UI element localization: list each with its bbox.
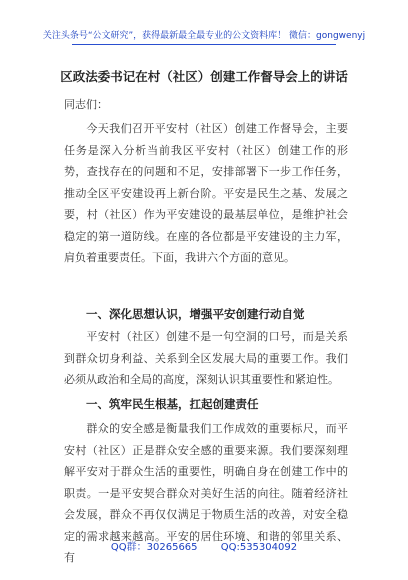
- paragraph-1: [64, 118, 348, 269]
- header-note: 关注头条号“公文研究”，获得最新最全最专业的公文资料库！ 微信：gongwenyj: [42, 31, 366, 41]
- paragraph-3-text: 群众的安全感是衡量我们工作成效的重要标尺，而平安村（社区）正是群众安全感的重要来源。我们要深刻理解平安对于群众生活的重要性，明确自身在创建工作中的职责。一是平安契合群众对美好生活的向往。随着经济社会发展，群众不再仅仅满足于物质生活的改善，对安全稳定的需求越来越高。平安的居住环境、和谐的邻里关系、有: [64, 422, 348, 564]
- footer-contact: [0, 538, 408, 553]
- document-title: 区政法委书记在村（社区）创建工作督导会上的讲话: [60, 69, 348, 84]
- salutation: 同志们：: [64, 98, 108, 111]
- paragraph-1-text: 今天我们召开平安村（社区）创建工作督导会，主要任务是深入分析当前我区平安村（社区）创建工作的形势，查找存在的问题和不足，安排部署下一步工作任务，推动全区平安建设再上新台阶。平安是民生之基、发展之要，村（社区）作为平安建设的最基层单位，是维护社会稳定的第一道防线。在座的各位都是平安建设的主力军，肩负着重要责任。下面，我讲六个方面的意见。: [64, 122, 348, 264]
- section-heading-1: 一、深化思想认识，增强平安创建行动自觉: [86, 307, 305, 321]
- footer-qq: QQ:535304092: [220, 542, 298, 553]
- section-heading-2: 一、筑牢民生根基，扛起创建责任: [86, 397, 259, 411]
- header-divider: [72, 44, 336, 45]
- footer-qq-group: QQ群：30265665: [110, 542, 198, 553]
- paragraph-2: [64, 326, 348, 391]
- paragraph-2-text: 平安村（社区）创建不是一句空洞的口号，而是关系到群众切身利益、关系到全区发展大局的重要工作。我们必须从政治和全局的高度，深刻认识其重要性和紧迫性。: [64, 330, 348, 386]
